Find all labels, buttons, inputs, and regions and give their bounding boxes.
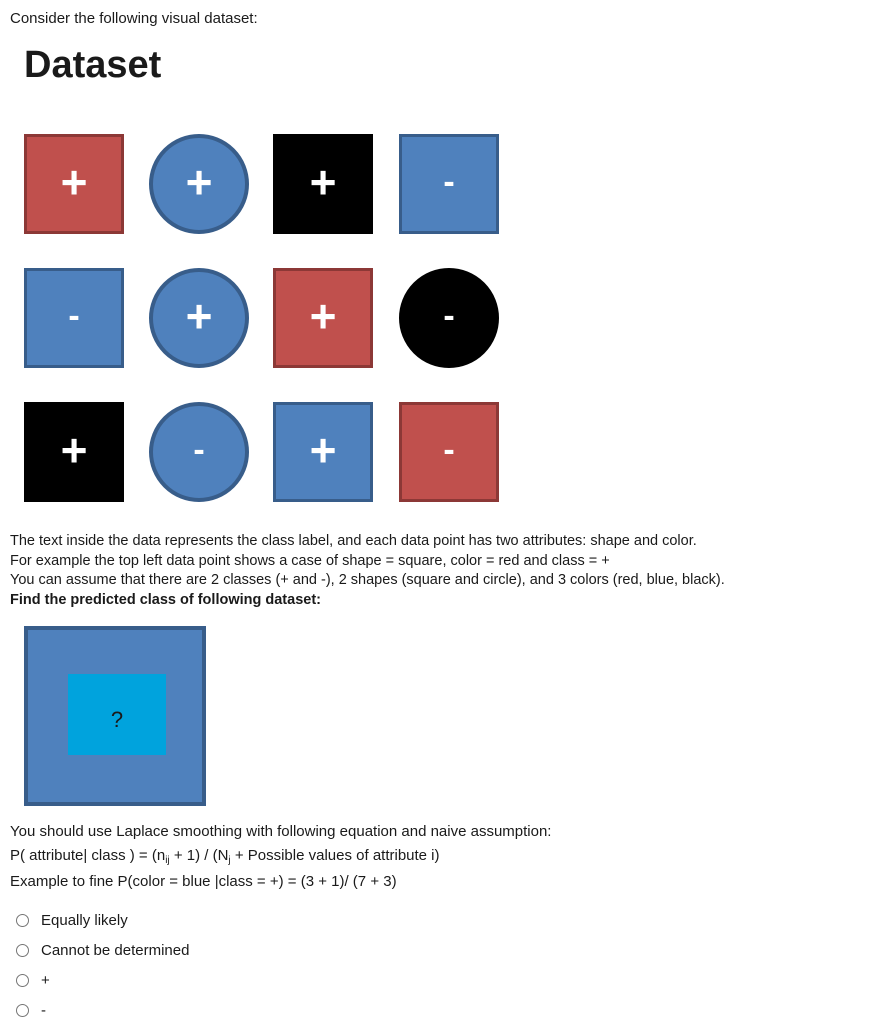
radio-button[interactable] — [16, 914, 29, 927]
laplace-example: Example to fine P(color = blue |class = +) = (3 + 1)/ (7 + 3) — [10, 873, 397, 890]
data-point-circle-blue — [149, 134, 249, 234]
class-label: + — [309, 156, 337, 208]
class-label: - — [443, 297, 455, 335]
data-point-square-red — [273, 268, 373, 368]
option-label: - — [41, 1001, 46, 1019]
equation-part-a: P( attribute| class ) = (n — [10, 847, 166, 864]
option-minus[interactable] — [16, 995, 189, 1025]
radio-button[interactable] — [16, 974, 29, 987]
equation-subscript-j: j — [228, 855, 231, 866]
intro-text: Consider the following visual dataset: — [10, 10, 258, 27]
description — [10, 532, 725, 610]
query-square-outer — [24, 626, 206, 806]
laplace-equation — [10, 847, 551, 866]
radio-button[interactable] — [16, 1004, 29, 1017]
class-label: + — [185, 156, 213, 208]
class-label: + — [309, 424, 337, 476]
class-label: - — [443, 163, 455, 201]
data-point-circle-black — [399, 268, 499, 368]
equation-subscript-ij: ij — [165, 855, 170, 866]
data-point-square-black — [24, 402, 124, 502]
query-mark: ? — [110, 706, 124, 732]
class-label: - — [443, 431, 455, 469]
option-cannot-be-determined[interactable] — [16, 935, 189, 965]
answer-options — [16, 905, 189, 1025]
question-prompt: Find the predicted class of following dataset: — [10, 591, 321, 608]
radio-button[interactable] — [16, 944, 29, 957]
laplace-instruction: You should use Laplace smoothing with following equation and naive assumption: — [10, 823, 552, 840]
data-point-square-red — [24, 134, 124, 234]
class-label: - — [68, 297, 80, 335]
option-equally-likely[interactable] — [16, 905, 189, 935]
equation-part-c: + Possible values of attribute i) — [230, 847, 440, 864]
data-point-square-blue — [273, 402, 373, 502]
class-label: + — [309, 290, 337, 342]
class-label: - — [193, 431, 205, 469]
data-point-circle-blue — [149, 402, 249, 502]
description-line-1: The text inside the data represents the class label, and each data point has two attributes: shape and color. — [10, 533, 697, 549]
description-line-2: For example the top left data point shows a case of shape = square, color = red and class = + — [10, 552, 610, 569]
option-label: + — [41, 971, 50, 989]
data-point-square-black — [273, 134, 373, 234]
dataset-title: Dataset — [24, 44, 162, 86]
class-label: + — [60, 424, 88, 476]
laplace-section — [10, 823, 551, 890]
query-square-inner — [68, 674, 166, 755]
data-point-square-red — [399, 402, 499, 502]
data-point-square-blue — [24, 268, 124, 368]
option-label: Cannot be determined — [41, 941, 190, 959]
equation-part-b: + 1) / (N — [169, 847, 229, 864]
data-point-circle-blue — [149, 268, 249, 368]
description-line-3: You can assume that there are 2 classes (+ and -), 2 shapes (square and circle), and 3 colors (red, blue, black). — [10, 572, 725, 588]
class-label: + — [60, 156, 88, 208]
option-label: Equally likely — [41, 911, 128, 929]
class-label: + — [185, 290, 213, 342]
option-plus[interactable] — [16, 965, 189, 995]
data-point-square-blue — [399, 134, 499, 234]
